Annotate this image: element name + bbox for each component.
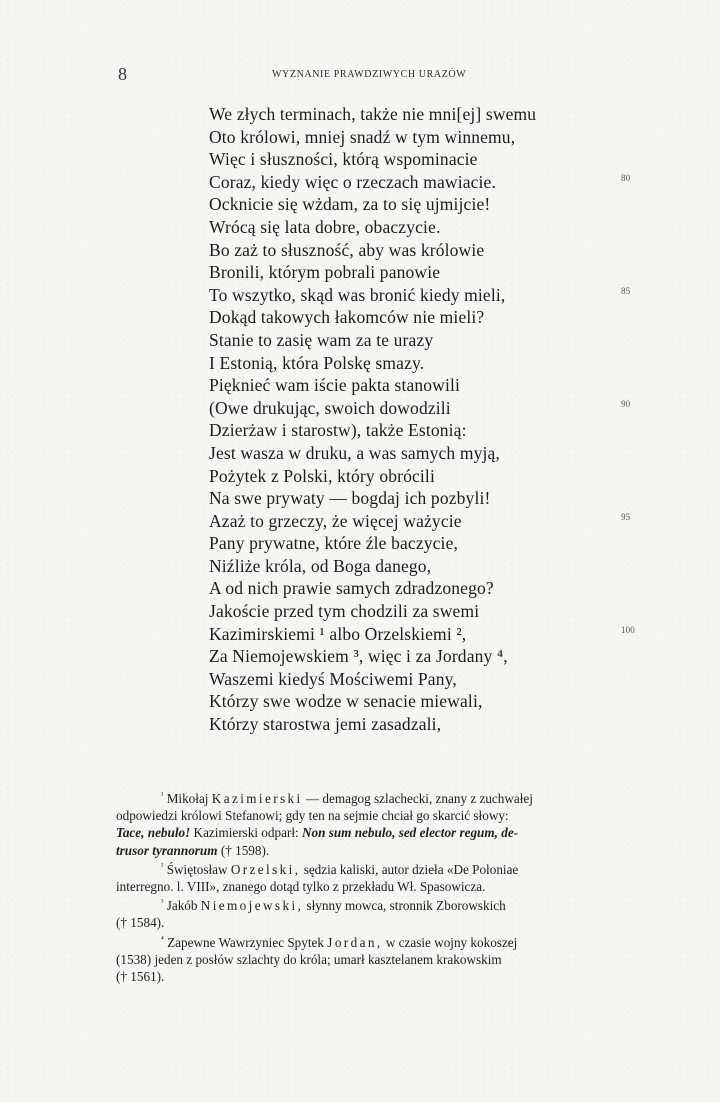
poem-line (209, 668, 669, 691)
footnote-line (116, 934, 668, 951)
poem-line (209, 103, 669, 126)
person-name: Niemojewski, (200, 898, 304, 914)
line-number: 85 (621, 285, 631, 296)
poem-line-text: Bo zaż to słuszność, aby was królowie (209, 239, 485, 260)
line-number: 80 (621, 172, 631, 183)
poem-line (209, 600, 669, 623)
footnote-line: odpowiedzi królowi Stefanowi; gdy ten na sejmie chciał go skarcić słowy: (116, 808, 509, 824)
poem-line-text: Dzierżaw i starostw), także Estonią: (209, 420, 467, 441)
page-number: 8 (118, 64, 127, 84)
poem-line (209, 555, 669, 578)
footnote-text: († 1598). (220, 842, 270, 858)
person-name: Orzelski, (230, 861, 301, 877)
poem-line (209, 374, 669, 397)
poem-line (209, 352, 669, 375)
footnotes (116, 790, 668, 987)
poem-line-text: Którzy swe wodze w senacie miewali, (209, 691, 483, 712)
footnote-1 (116, 790, 668, 859)
poem-line (209, 148, 669, 171)
poem-line-text: Którzy starostwa jemi zasadzali, (209, 714, 442, 735)
footnote-line (116, 897, 668, 914)
poem-line (209, 532, 669, 555)
footnote-line: (1538) jeden z posłów szlachty do króla; umarł kasztelanem krakowskim (116, 951, 502, 967)
footnote-marker: ⁴ (161, 934, 164, 944)
line-number: 90 (621, 398, 631, 409)
footnote-text: Kazimierski odparł: (193, 825, 299, 841)
poem-line-text: Za Niemojewskiem ³, więc i za Jordany ⁴, (209, 646, 508, 667)
footnote-text: Jakób (166, 898, 198, 914)
footnote-text: Mikołaj (166, 791, 209, 806)
footnote-line (116, 842, 668, 859)
poem-line (209, 239, 669, 262)
footnote-text: — demagog szlachecki, znany z zuchwałej (305, 791, 533, 806)
footnote-line: interregno. l. VIII», znanego dotąd tylko z przekładu Wł. Spasowicza. (116, 879, 486, 895)
poem-line (209, 126, 669, 149)
footnote-4 (116, 934, 668, 986)
footnote-2 (116, 861, 668, 895)
footnote-marker: ³ (161, 897, 164, 907)
poem-line (209, 577, 669, 600)
footnote-line (116, 861, 668, 878)
poem-line (209, 645, 669, 668)
poem-line (209, 216, 669, 239)
poem-line (209, 306, 669, 329)
poem-line-text: Pożytek z Polski, który obrócili (209, 465, 435, 486)
poem-line-text: Wrócą się lata dobre, obaczycie. (209, 216, 441, 237)
poem-text (209, 103, 669, 736)
latin-quote: Non sum nebulo, sed elector regum, de- (301, 825, 519, 841)
poem-line (209, 171, 669, 194)
poem-line (209, 442, 669, 465)
poem-line (209, 329, 669, 352)
poem-line-text: (Owe drukując, swoich dowodzili (209, 397, 451, 418)
poem-line-text: Pięknieć wam iście pakta stanowili (209, 375, 461, 396)
poem-line (209, 623, 669, 646)
poem-line-text: A od nich prawie samych zdradzonego? (209, 578, 494, 599)
poem-line-text: Bronili, którym pobrali panowie (209, 262, 441, 283)
poem-line-text: I Estonią, która Polskę smazy. (209, 352, 425, 373)
footnote-line: († 1561). (116, 969, 165, 985)
chapter-title: WYZNANIE PRAWDZIWYCH URAZÓW (272, 69, 467, 80)
footnote-marker: ² (161, 861, 164, 871)
poem-line-text: Niźliże króla, od Boga danego, (209, 555, 432, 576)
poem-line (209, 465, 669, 488)
poem-line (209, 193, 669, 216)
person-name: Jordan, (327, 934, 383, 950)
latin-quote: Tace, nebulo! (116, 825, 191, 841)
poem-line (209, 284, 669, 307)
poem-line-text: Ocknicie się wżdam, za to się ujmijcie! (209, 194, 491, 215)
poem-line-text: Więc i słuszności, którą wspominacie (209, 149, 478, 170)
poem-line-text: Stanie to zasię wam za te urazy (209, 329, 434, 350)
footnote-text: Zapewne Wawrzyniec Spytek (167, 934, 324, 950)
footnote-text: sędzia kaliski, autor dzieła «De Poloniae (303, 861, 519, 877)
poem-line-text: Kazimirskiemi ¹ albo Orzelskiemi ², (209, 623, 467, 644)
poem-line-text: Jakoście przed tym chodzili za swemi (209, 601, 480, 622)
poem-line-text: Jest wasza w druku, a was samych myją, (209, 442, 500, 463)
poem-line (209, 419, 669, 442)
footnote-line (116, 790, 668, 807)
poem-line (209, 261, 669, 284)
poem-line-text: Waszemi kiedyś Mościwemi Pany, (209, 668, 457, 689)
poem-line-text: Azaż to grzeczy, że więcej ważycie (209, 510, 462, 531)
poem-line (209, 713, 669, 736)
footnote-text: słynny mowca, stronnik Zborowskich (306, 898, 506, 914)
footnote-3 (116, 897, 668, 931)
footnote-text: w czasie wojny kokoszej (385, 934, 518, 950)
poem-line-text: Pany prywatne, które źle baczycie, (209, 533, 459, 554)
poem-line-text: We złych terminach, także nie mni[ej] swemu (209, 104, 537, 124)
running-head (0, 64, 720, 88)
poem-line (209, 487, 669, 510)
poem-line-text: Dokąd takowych łakomców nie mieli? (209, 307, 485, 328)
footnote-marker: ¹ (161, 790, 164, 800)
poem-line-text: To wszytko, skąd was bronić kiedy mieli, (209, 284, 506, 305)
footnote-line: († 1584). (116, 915, 165, 931)
poem-line (209, 397, 669, 420)
footnote-text: Świętosław (166, 861, 228, 877)
poem-line (209, 690, 669, 713)
poem-line (209, 510, 669, 533)
poem-line-text: Coraz, kiedy więc o rzeczach mawiacie. (209, 171, 496, 192)
line-number: 95 (621, 511, 631, 522)
poem-line-text: Oto królowi, mniej snadź w tym winnemu, (209, 126, 516, 147)
footnote-line (116, 824, 668, 841)
person-name: Kazimierski (211, 791, 303, 806)
poem-line-text: Na swe prywaty — bogdaj ich pozbyli! (209, 488, 491, 509)
line-number: 100 (621, 624, 635, 635)
latin-quote: trusor tyrannorum (116, 842, 218, 858)
